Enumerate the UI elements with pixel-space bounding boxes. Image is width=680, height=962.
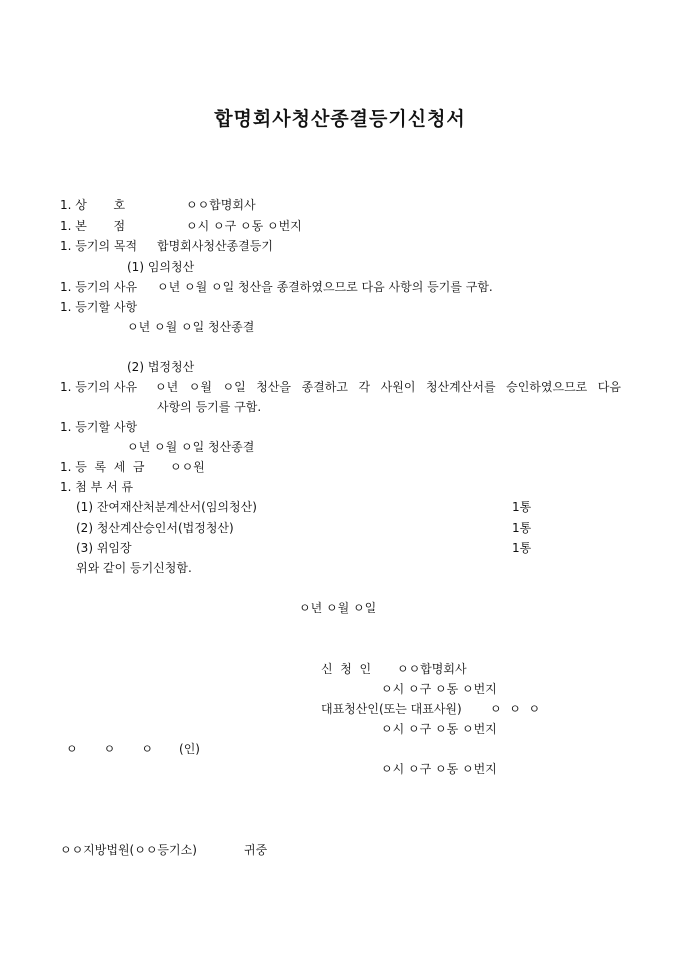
case2-matters: ㅇ년 ㅇ월 ㅇ일 청산종결: [127, 440, 255, 454]
attachment-name: (2) 청산계산승인서(법정청산): [76, 521, 234, 535]
court-name: ㅇㅇ지방법원(ㅇㅇ등기소): [60, 843, 197, 857]
attachment-count: 1통: [512, 541, 532, 555]
proxy-name-char: ㅇ: [103, 742, 116, 756]
head-office-value: ㅇ시 ㅇ구 ㅇ동 ㅇ번지: [186, 219, 302, 233]
applicant-name: ㅇㅇ합명회사: [397, 662, 467, 676]
proxy-address: ㅇ시 ㅇ구 ㅇ동 ㅇ번지: [381, 762, 497, 776]
case2-reason-line2: 사항의 등기를 구함.: [157, 400, 262, 414]
tax-value: ㅇㅇ원: [170, 460, 205, 474]
purpose-label: 1. 등기의 목적: [60, 239, 138, 253]
attachment-name: (3) 위임장: [76, 541, 132, 555]
proxy-name-char: ㅇ: [141, 742, 153, 756]
attachment-name: (1) 잔여재산처분계산서(임의청산): [76, 500, 257, 514]
case2-reason-line1: ㅇ년 ㅇ월 ㅇ일 청산을 종결하고 각 사원이 청산계산서를 승인하였으므로 다음: [155, 380, 621, 394]
purpose-value: 합명회사청산종결등기: [157, 239, 273, 253]
case2-matters-label: 1. 등기할 사항: [60, 420, 138, 434]
case1-matters-label: 1. 등기할 사항: [60, 300, 138, 314]
case2-reason-label: 1. 등기의 사유: [60, 380, 138, 394]
case1-reason: ㅇ년 ㅇ월 ㅇ일 청산을 종결하였으므로 다음 사항의 등기를 구함.: [157, 280, 493, 294]
applicant-address: ㅇ시 ㅇ구 ㅇ동 ㅇ번지: [381, 682, 497, 696]
case1-matters: ㅇ년 ㅇ월 ㅇ일 청산종결: [127, 320, 255, 334]
attachment-count: 1통: [512, 521, 532, 535]
document-title: 합명회사청산종결등기신청서: [214, 108, 466, 130]
closing-statement: 위와 같이 등기신청함.: [76, 561, 192, 575]
attachment-count: 1통: [512, 500, 532, 514]
head-office-label: 1. 본 점: [60, 219, 126, 233]
case1-heading: (1) 임의청산: [127, 260, 195, 274]
proxy-name-char: ㅇ: [66, 742, 78, 756]
filing-date: ㅇ년 ㅇ월 ㅇ일: [299, 601, 377, 615]
liquidator-name: ㅇ ㅇ ㅇ: [490, 702, 541, 716]
applicant-label: 신 청 인: [321, 662, 372, 676]
addressee: 귀중: [244, 843, 268, 857]
trade-name-value: ㅇㅇ합명회사: [186, 198, 256, 212]
liquidator-address: ㅇ시 ㅇ구 ㅇ동 ㅇ번지: [381, 722, 497, 736]
seal-mark: (인): [179, 742, 200, 756]
tax-label: 1. 등 록 세 금: [60, 460, 145, 474]
attachments-label: 1. 첨 부 서 류: [60, 480, 134, 494]
case2-heading: (2) 법정청산: [127, 360, 195, 374]
case1-reason-label: 1. 등기의 사유: [60, 280, 138, 294]
proxy-name-row: [66, 742, 200, 756]
trade-name-label: 1. 상 호: [60, 198, 126, 212]
liquidator-label: 대표청산인(또는 대표사원): [321, 702, 462, 716]
